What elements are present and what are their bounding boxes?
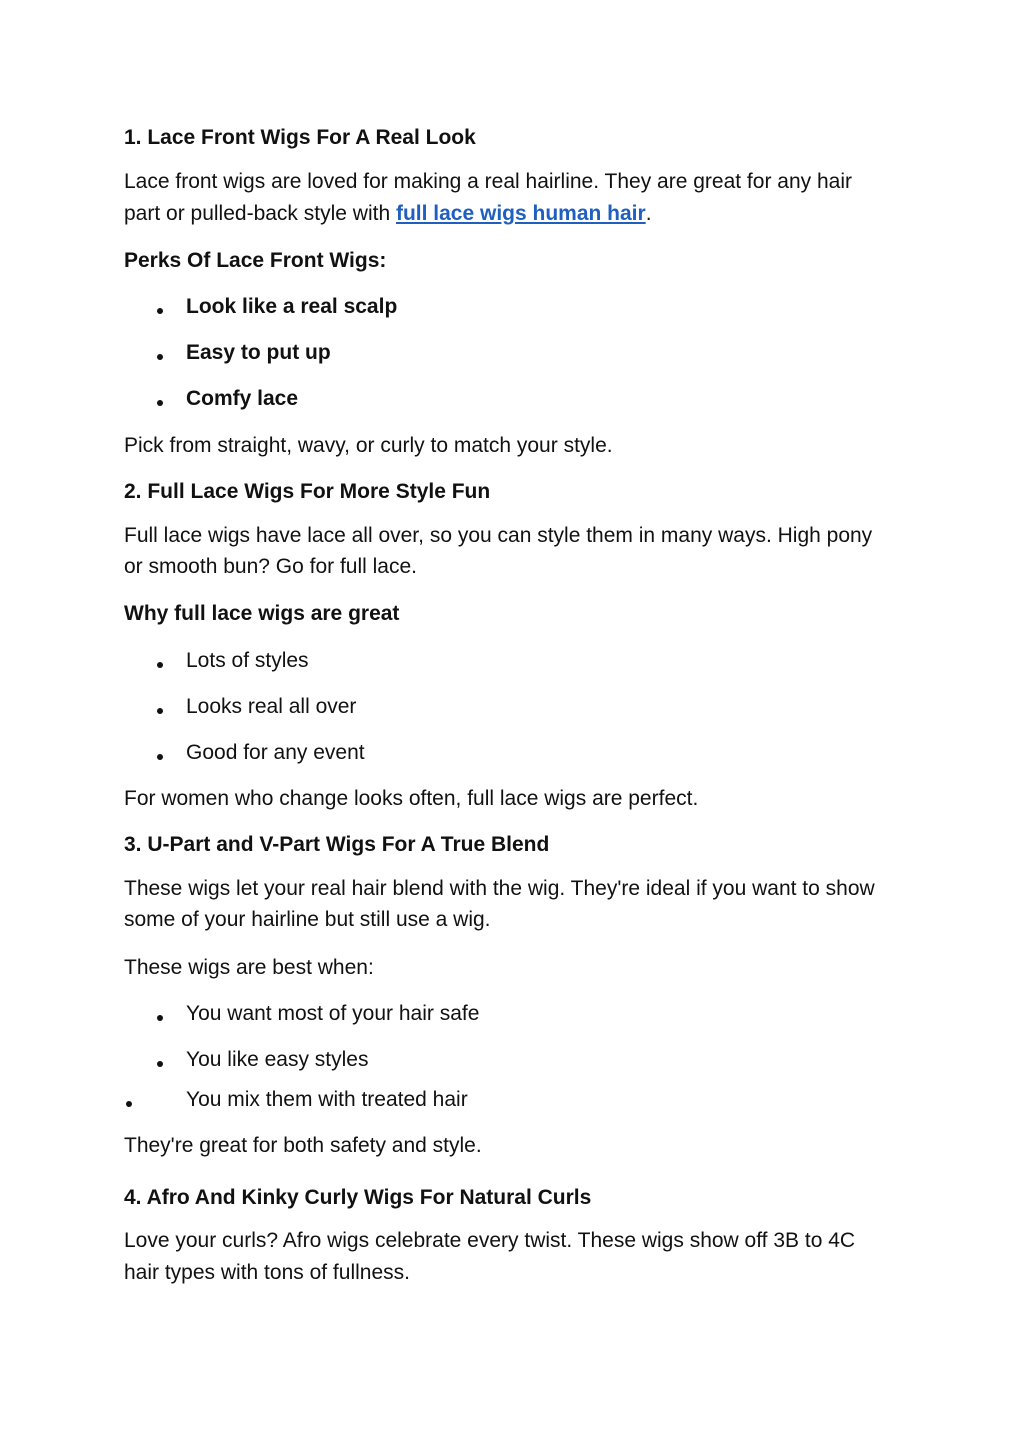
section-1-bullet-1: Look like a real scalp: [186, 295, 398, 318]
section-1-paragraph-line-2: [124, 198, 652, 229]
section-3-paragraph-line-1: These wigs let your real hair blend with the wig. They're ideal if you want to show: [124, 877, 875, 900]
bullet-dot: [157, 308, 163, 314]
section-1-bullet-3: Comfy lace: [186, 387, 299, 410]
section-2-paragraph-line-2: or smooth bun? Go for full lace.: [124, 555, 417, 578]
section-2-closing: For women who change looks often, full lace wigs are perfect.: [124, 787, 699, 810]
section-2-bullet-2: Looks real all over: [186, 695, 357, 718]
section-2-subheading: Why full lace wigs are great: [124, 602, 400, 625]
section-3-heading: 3. U-Part and V-Part Wigs For A True Blend: [124, 833, 550, 856]
section-3-subheading: These wigs are best when:: [124, 956, 374, 979]
section-3-paragraph-line-2: some of your hairline but still use a wig.: [124, 908, 491, 931]
bullet-dot: [157, 400, 163, 406]
section-2-bullet-3: Good for any event: [186, 741, 365, 764]
section-1-paragraph-text: part or pulled-back style with: [124, 202, 396, 225]
full-lace-wigs-link[interactable]: full lace wigs human hair: [395, 202, 646, 225]
section-1-closing: Pick from straight, wavy, or curly to match your style.: [124, 434, 613, 457]
section-1-subheading: Perks Of Lace Front Wigs:: [124, 249, 387, 272]
section-4-paragraph-line-2: hair types with tons of fullness.: [124, 1261, 410, 1284]
section-1-paragraph-period: .: [645, 202, 652, 225]
bullet-dot: [157, 354, 163, 360]
bullet-dot: [157, 754, 163, 760]
section-2-bullet-1: Lots of styles: [186, 649, 309, 672]
bullet-dot: [157, 708, 163, 714]
section-1-bullet-2: Easy to put up: [186, 341, 331, 364]
section-4-paragraph-line-1: Love your curls? Afro wigs celebrate every twist. These wigs show off 3B to 4C: [124, 1229, 856, 1252]
section-3-bullet-2: You like easy styles: [186, 1048, 369, 1071]
bullet-dot: [157, 1061, 163, 1067]
section-3-bullet-3: You mix them with treated hair: [186, 1088, 468, 1111]
section-3-closing: They're great for both safety and style.: [124, 1134, 482, 1157]
bullet-dot: [157, 662, 163, 668]
section-2-paragraph-line-1: Full lace wigs have lace all over, so you can style them in many ways. High pony: [124, 524, 873, 547]
bullet-dot: [126, 1101, 132, 1107]
section-1-paragraph-line-1: Lace front wigs are loved for making a real hairline. They are great for any hair: [124, 170, 852, 193]
section-3-bullet-1: You want most of your hair safe: [186, 1002, 480, 1025]
section-2-heading: 2. Full Lace Wigs For More Style Fun: [124, 480, 491, 503]
bullet-dot: [157, 1015, 163, 1021]
section-1-heading: 1. Lace Front Wigs For A Real Look: [124, 126, 476, 149]
section-4-heading: 4. Afro And Kinky Curly Wigs For Natural Curls: [124, 1186, 592, 1209]
